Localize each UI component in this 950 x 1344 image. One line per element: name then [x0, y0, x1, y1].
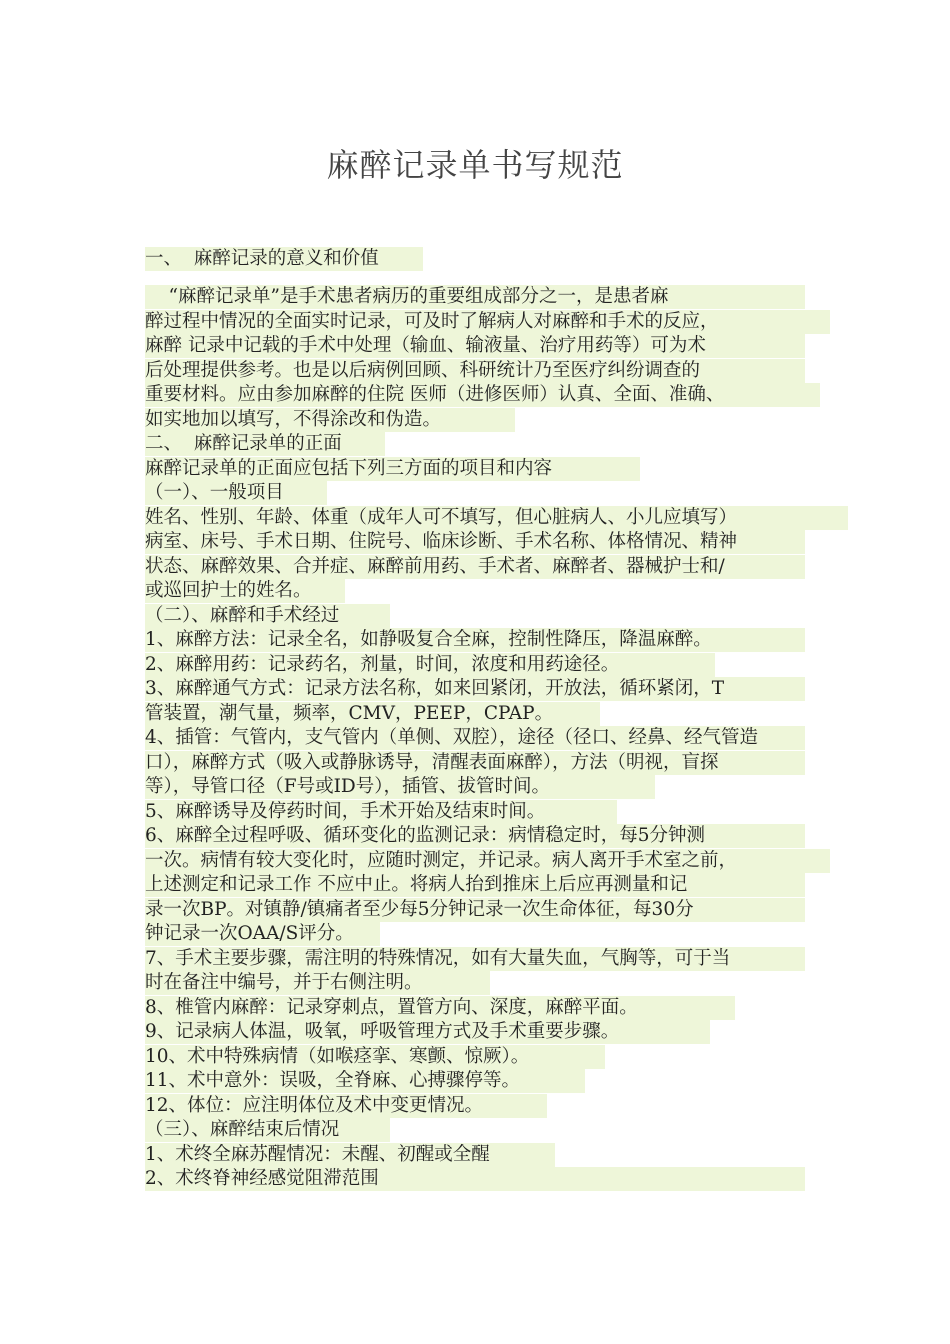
text-line — [145, 408, 515, 432]
text-line-content: 如实地加以填写，不得涂改和伪造。 — [145, 408, 442, 430]
text-line-content: 录一次BP。对镇静/镇痛者至少每5分钟记录一次生命体征，每30分 — [145, 898, 694, 920]
text-line-content: 麻醉 记录中记载的手术中处理（输血、输液量、治疗用药等）可为术 — [145, 335, 706, 356]
text-line — [145, 1069, 585, 1093]
text-line-content: 10、术中特殊病情（如喉痉挛、寒颤、惊厥）。 — [145, 1045, 530, 1067]
text-line — [145, 849, 830, 873]
text-line — [145, 947, 805, 971]
text-line — [145, 1020, 710, 1044]
text-line — [145, 726, 805, 750]
text-line-content: 或巡回护士的姓名。 — [145, 580, 312, 601]
text-line — [145, 604, 390, 628]
text-line — [145, 996, 735, 1020]
text-line — [145, 751, 805, 775]
text-line-content: 重要材料。应由参加麻醉的住院 医师（进修医师）认真、全面、准确、 — [145, 384, 725, 405]
text-line-content: 6、麻醉全过程呼吸、循环变化的监测记录：病情稳定时，每5分钟测 — [145, 825, 706, 846]
text-line-content: 上述测定和记录工作 不应中止。将病人抬到推床上后应再测量和记 — [145, 874, 688, 895]
text-line-content: 管装置，潮气量，频率，CMV，PEEP，CPAP。 — [145, 702, 554, 724]
text-line-content: 状态、麻醉效果、合并症、麻醉前用药、手术者、麻醉者、器械护士和/ — [145, 555, 725, 577]
text-line-content: 12、体位：应注明体位及术中变更情况。 — [145, 1094, 484, 1116]
text-line-content: 钟记录一次OAA/S评分。 — [145, 923, 354, 944]
text-line — [145, 653, 715, 677]
text-line-content: 一次。病情有较大变化时，应随时测定，并记录。病人离开手术室之前， — [145, 849, 738, 871]
text-line — [145, 359, 805, 383]
text-line — [145, 334, 805, 358]
text-line-content: 姓名、性别、年龄、体重（成年人可不填写，但心脏病人、小儿应填写） — [145, 506, 738, 528]
text-line-content: （二）、麻醉和手术经过 — [145, 604, 340, 626]
text-line — [145, 383, 820, 407]
text-line-content: （一）、一般项目 — [145, 482, 284, 503]
text-line — [145, 1167, 805, 1191]
text-line — [145, 775, 655, 799]
text-line-content: “麻醉记录单”是手术患者病历的重要组成部分之一，是患者麻 — [145, 286, 669, 307]
text-line — [145, 898, 805, 922]
text-line — [145, 555, 805, 579]
page-title: 麻醉记录单书写规范 — [326, 146, 624, 184]
text-line — [145, 677, 805, 701]
text-line-content: 4、插管：气管内，支气管内（单侧、双腔），途径（径口、经鼻、经气管造 — [145, 727, 759, 748]
text-line — [145, 702, 600, 726]
text-line-content: 一、 麻醉记录的意义和价值 — [145, 248, 379, 269]
text-line — [145, 285, 805, 309]
text-line-content: 病室、床号、手术日期、住院号、临床诊断、手术名称、体格情况、精神 — [145, 531, 738, 552]
text-line-content: 9、记录病人体温，吸氧，呼吸管理方式及手术重要步骤。 — [145, 1021, 620, 1042]
text-line-content: 1、术终全麻苏醒情况：未醒、初醒或全醒 — [145, 1143, 490, 1165]
text-line-content: 二、 麻醉记录单的正面 — [145, 433, 342, 454]
text-line-content: 2、术终脊神经感觉阻滞范围 — [145, 1168, 379, 1189]
text-line — [145, 873, 805, 897]
text-line-content: 3、麻醉通气方式：记录方法名称，如来回紧闭，开放法，循环紧闭，T — [145, 678, 725, 699]
text-line — [145, 481, 327, 505]
text-line-content: 醉过程中情况的全面实时记录，可及时了解病人对麻醉和手术的反应， — [145, 310, 719, 332]
text-line-content: 2、麻醉用药：记录药名，剂量，时间，浓度和用药途径。 — [145, 653, 620, 675]
text-line-content: 7、手术主要步骤，需注明的特殊情况，如有大量失血，气胸等，可于当 — [145, 947, 731, 969]
text-line-content: 8、椎管内麻醉：记录穿刺点，置管方向、深度，麻醉平面。 — [145, 996, 638, 1018]
text-line — [145, 628, 805, 652]
text-line-content: 时在备注中编号，并于右侧注明。 — [145, 972, 423, 993]
text-line — [145, 506, 848, 530]
text-line-content: 1、麻醉方法：记录全名，如静吸复合全麻，控制性降压，降温麻醉。 — [145, 629, 712, 650]
text-line — [145, 457, 640, 481]
text-line — [145, 310, 830, 334]
text-line — [145, 922, 380, 946]
text-line-content: 麻醉记录单的正面应包括下列三方面的项目和内容 — [145, 457, 553, 479]
text-line-content: 后处理提供参考。也是以后病例回顾、科研统计乃至医疗纠纷调查的 — [145, 359, 701, 381]
text-line-content: （三）、麻醉结束后情况 — [145, 1119, 340, 1140]
text-line — [145, 971, 490, 995]
text-line — [145, 800, 617, 824]
text-line — [145, 1118, 390, 1142]
text-line — [145, 432, 385, 456]
text-line-content: 5、麻醉诱导及停药时间，手术开始及结束时间。 — [145, 800, 546, 822]
text-line — [145, 247, 423, 271]
text-line-content: 口），麻醉方式（吸入或静脉诱导，清醒表面麻醉），方法（明视，盲探 — [145, 751, 719, 773]
text-line — [145, 1045, 605, 1069]
text-line — [145, 824, 805, 848]
text-line — [145, 530, 805, 554]
text-line — [145, 1143, 555, 1167]
text-line — [145, 1094, 547, 1118]
text-line — [145, 579, 345, 603]
text-line-content: 11、术中意外：误吸，全脊麻、心搏骤停等。 — [145, 1070, 521, 1091]
text-line-content: 等），导管口径（F号或ID号），插管、拔管时间。 — [145, 776, 550, 797]
